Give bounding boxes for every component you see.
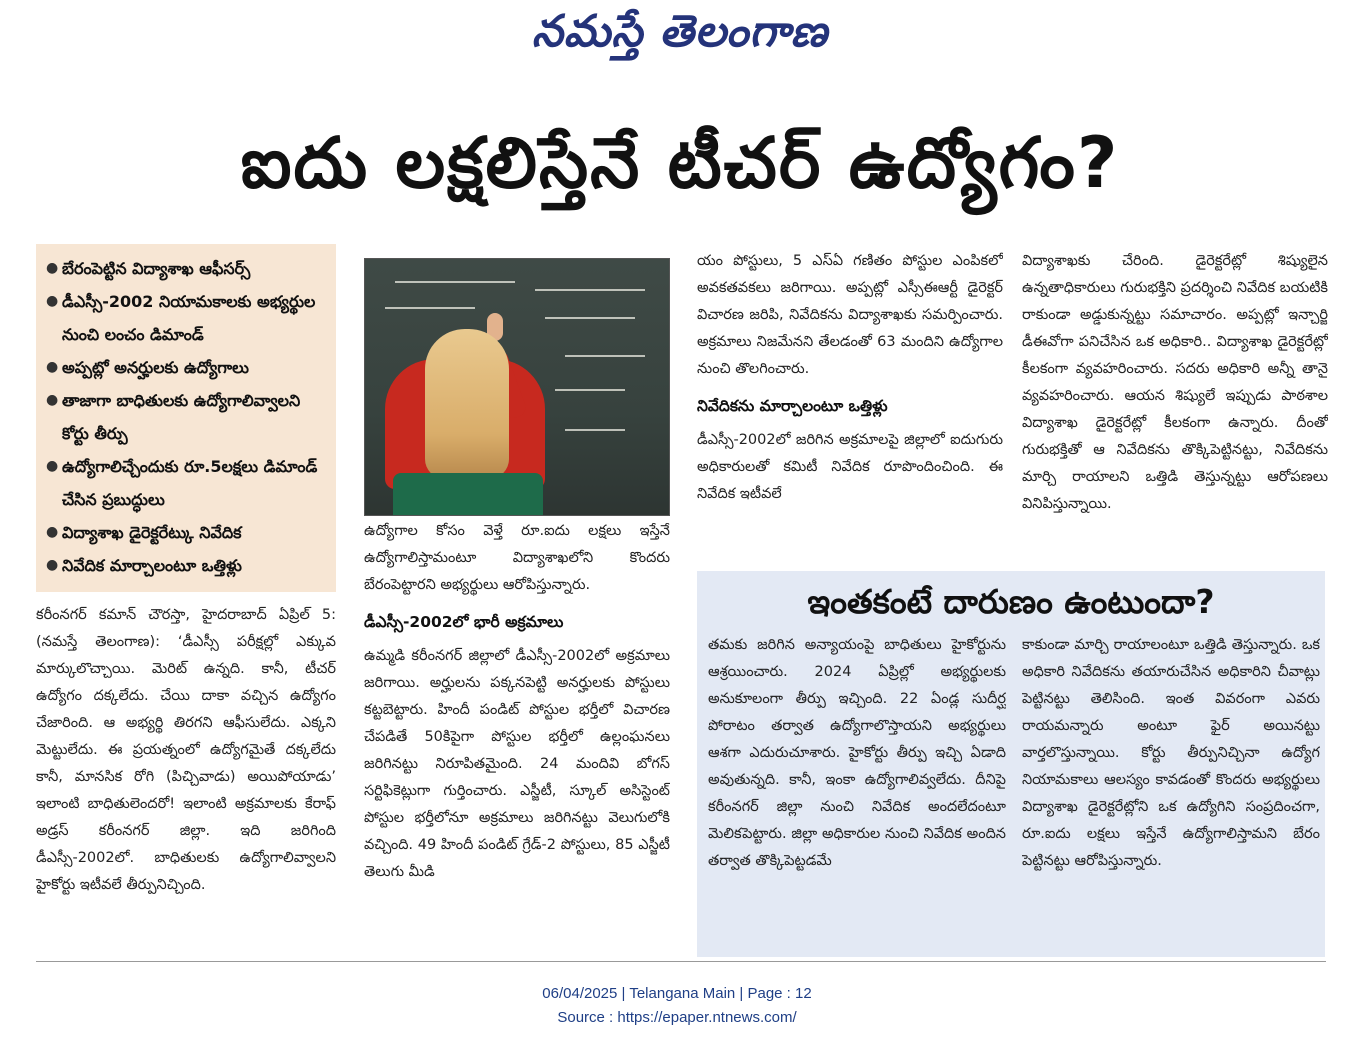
- bullet-icon: ●: [46, 557, 59, 573]
- page-footer: [0, 982, 1354, 1030]
- bullet-icon: ●: [46, 359, 59, 375]
- highlight-item: ● తాజాగా బాధితులకు ఉద్యోగాలివ్వాలని కోర్టు తీర్పు: [46, 384, 330, 450]
- article-body: ఉద్యోగాల కోసం వెళ్తే రూ.ఐదు లక్షలు ఇస్తేనే ఉద్యోగాలిస్తామంటూ విద్యాశాఖలోని కొందరు బేరంపెట్టారని అభ్యర్థులు ఆరోపిస్తున్నారు.: [364, 523, 670, 593]
- bullet-icon: ●: [46, 392, 59, 408]
- sidebar-story-left: [708, 632, 1006, 944]
- bullet-icon: ●: [46, 524, 59, 540]
- bullet-icon: ●: [46, 260, 59, 276]
- highlight-item: ● విద్యాశాఖ డైరెక్టరేట్కు నివేదిక: [46, 516, 330, 549]
- highlight-item: ● బేరంపెట్టిన విద్యాశాఖ ఆఫీసర్స్: [46, 252, 330, 285]
- classroom-photo: [364, 258, 670, 516]
- highlights-box: [36, 244, 336, 592]
- article-body: యం పోస్టులు, 5 ఎస్ఏ గణితం పోస్టుల ఎంపికలో అవకతవకలు జరిగాయి. అప్పట్లో ఎస్సీఈఆర్టీ డైరెక్టర్ విచారణ జరిపి, నివేదికను విద్యాశాఖకు సమర్పించారు. అక్రమాలు నిజమేనని తేలడంతో 63 మందిని ఉద్యోగాల నుంచి తొలగించారు.: [697, 253, 1003, 377]
- highlight-item: ● నివేదిక మార్చాలంటూ ఒత్తిళ్లు: [46, 549, 330, 582]
- highlight-item: ● డీఎస్సీ-2002 నియామకాలకు అభ్యర్థుల నుంచి లంచం డిమాండ్: [46, 285, 330, 351]
- article-body: కాకుండా మార్చి రాయాలంటూ ఒత్తిడి తెస్తున్నారు. ఒక అధికారి నివేదికను తయారుచేసిన అధికారిని చీవాట్లు పెట్టినట్టు తెలిసింది. ఇంత వివరంగా ఎవరు రాయమన్నారు అంటూ ఫైర్ అయినట్టు వార్తలొస్తున్నాయి. కోర్టు తీర్పునిచ్చినా ఉద్యోగ నియామకాలు ఆలస్యం కావడంతో కొందరు అభ్యర్థులు విద్యాశాఖ డైరెక్టరేట్లోని ఒక ఉద్యోగిని సంప్రదించగా, రూ.ఐదు లక్షలు ఇస్తేనే ఉద్యోగాలిస్తామని బేరం పెట్టినట్టు ఆరోపిస్తున్నారు.: [1022, 637, 1320, 869]
- edition-info: 06/04/2025 | Telangana Main | Page : 12: [542, 985, 812, 1002]
- article-column-4: [1022, 248, 1328, 548]
- article-column-1: [36, 602, 336, 946]
- article-body: డీఎస్సీ-2002లో జరిగిన అక్రమాలపై జిల్లాలో ఐదుగురు అధికారులతో కమిటీ నివేదిక రూపొందించింది. ఈ నివేదిక ఇటీవలే: [697, 432, 1003, 502]
- section-subhead: నివేదికను మార్చాలంటూ ఒత్తిళ్లు: [697, 397, 888, 415]
- article-body: కరీంనగర్ కమాన్ చౌరస్తా, హైదరాబాద్ ఏప్రిల్ 5: (నమస్తే తెలంగాణ): ‘డీఎస్సీ పరీక్షల్లో ఎక్కువ మార్కులొచ్చాయి. మెరిట్ ఉన్నది. కానీ, టీచర్ ఉద్యోగం దక్కలేదు. చేయి దాకా వచ్చిన ఉద్యోగం చేజారింది. ఆ అభ్యర్థి తిరగని ఆఫీసులేదు. ఎక్కని మెట్టులేదు. ఈ ప్రయత్నంలో ఉద్యోగమైతే దక్కలేదు కానీ, మానసిక రోగి (పిచ్చివాడు) అయిపోయాడు’ ఇలాంటి బాధితులెందరో! ఇలాంటి అక్రమాలకు కేరాఫ్ అడ్రస్ కరీంనగర్ జిల్లా. ఇది జరిగింది డీఎస్సీ-2002లో. బాధితులకు ఉద్యోగాలివ్వాలని హైకోర్టు ఇటీవలే తీర్పునిచ్చింది.: [36, 607, 336, 893]
- page-divider: [36, 961, 1326, 962]
- sidebar-story-title: ఇంతకంటే దారుణం ఉంటుందా?: [807, 582, 1215, 621]
- highlight-item: ● ఉద్యోగాలిచ్చేందుకు రూ.5లక్షలు డిమాండ్ చేసిన ప్రబుద్ధులు: [46, 450, 330, 516]
- article-column-2: [364, 518, 670, 946]
- headline: ఐదు లక్షలిస్తేనే టీచర్ ఉద్యోగం?: [240, 122, 1120, 204]
- source-link[interactable]: Source : https://epaper.ntnews.com/: [557, 1009, 797, 1026]
- article-body: విద్యాశాఖకు చేరింది. డైరెక్టరేట్లో శిష్యులైన ఉన్నతాధికారులు గురుభక్తిని ప్రదర్శించి నివేదిక బయటికి రాకుండా అడ్డుకున్నట్టు సమాచారం. అప్పట్లో ఇన్చార్జి డీఈవోగా పనిచేసిన ఒక అధికారి.. విద్యాశాఖ డైరెక్టరేట్లో కీలకంగా వ్యవహరించారు. సదరు అధికారి అన్నీ తానై వ్యవహరించారు. ఆయన శిష్యులే ఇప్పుడు పాఠశాల విద్యాశాఖ డైరెక్టరేట్లో కీలకంగా ఉన్నారు. దీంతో గురుభక్తితో ఆ నివేదికను తొక్కిపెట్టినట్టు, నివేదికను మార్చి రాయాలని ఒత్తిడి తెస్తున్నట్టు ఆరోపణలు వినిపిస్తున్నాయి.: [1022, 253, 1328, 512]
- article-body: ఉమ్మడి కరీంనగర్ జిల్లాలో డీఎస్సీ-2002లో అక్రమాలు జరిగాయి. అర్హులను పక్కనపెట్టి అనర్హులకు పోస్టులు కట్టబెట్టారు. హిందీ పండిట్ పోస్టుల భర్తీలో విచారణ చేపడితే 50కిపైగా పోస్టుల భర్తీలో ఉల్లంఘనలు జరిగినట్టు నిరూపితమైంది. 24 మందివి బోగస్ సర్టిఫికెట్లుగా గుర్తించారు. ఎస్జీటీ, స్కూల్ అసిస్టెంట్ పోస్టుల భర్తీలోనూ అక్రమాలు జరిగినట్టు వెలుగులోకి వచ్చింది. 49 హిందీ పండిట్ గ్రేడ్-2 పోస్టులు, 85 ఎస్జీటీ తెలుగు మీడి: [364, 648, 670, 880]
- section-subhead: డీఎస్సీ-2002లో భారీ అక్రమాలు: [364, 613, 564, 631]
- bullet-icon: ●: [46, 458, 59, 474]
- masthead-logo: నమస్తే తెలంగాణ: [531, 6, 829, 57]
- bullet-icon: ●: [46, 293, 59, 309]
- sidebar-story-right: [1022, 632, 1320, 944]
- highlight-item: ● అప్పట్లో అనర్హులకు ఉద్యోగాలు: [46, 351, 330, 384]
- article-column-3: [697, 248, 1003, 548]
- article-body: తమకు జరిగిన అన్యాయంపై బాధితులు హైకోర్టును ఆశ్రయించారు. 2024 ఏప్రిల్లో అభ్యర్థులకు అనుకూలంగా తీర్పు ఇచ్చింది. 22 ఏండ్ల సుదీర్ఘ పోరాటం తర్వాత ఉద్యోగాలొస్తాయని అభ్యర్థులు ఆశగా ఎదురుచూశారు. హైకోర్టు తీర్పు ఇచ్చి ఏడాది అవుతున్నది. కానీ, ఇంకా ఉద్యోగాలివ్వలేదు. దీనిపై కరీంనగర్ జిల్లా నుంచి నివేదిక అందలేదంటూ మెలికపెట్టారు. జిల్లా అధికారుల నుంచి నివేదిక అందిన తర్వాత తొక్కిపెట్టడమే: [708, 637, 1006, 869]
